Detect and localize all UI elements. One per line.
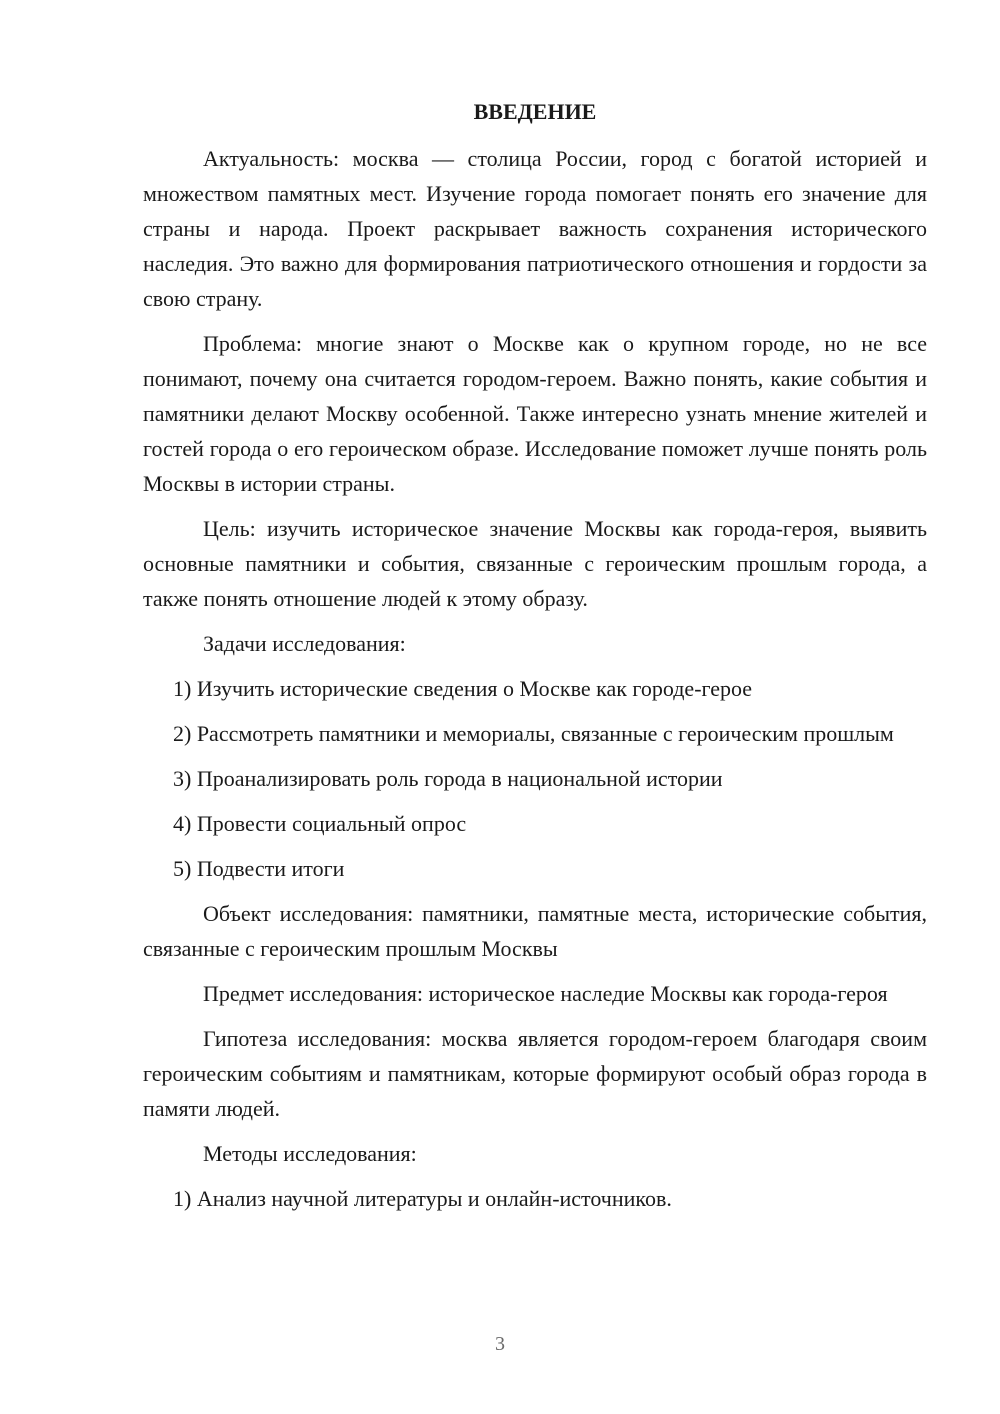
- page-content: [143, 94, 927, 1216]
- subject-paragraph: Предмет исследования: историческое наследие Москвы как города-героя: [203, 981, 888, 1006]
- method-item: 1) Анализ научной литературы и онлайн-источников.: [173, 1186, 672, 1211]
- task-item: 2) Рассмотреть памятники и мемориалы, связанные с героическим прошлым: [173, 721, 894, 746]
- object-paragraph: Объект исследования: памятники, памятные места, исторические события, связанные с героическим прошлым Москвы: [143, 901, 927, 961]
- relevance-paragraph: Актуальность: москва — столица России, город с богатой историей и множеством памятных мест. Изучение города помогает понять его значение для страны и народа. Проект раскрывает важность сохранения исторического наследия. Это важно для формирования патриотического отношения и гордости за свою страну.: [143, 146, 927, 311]
- task-item: 3) Проанализировать роль города в национальной истории: [173, 766, 723, 791]
- hypothesis-paragraph: Гипотеза исследования: москва является городом-героем благодаря своим героическим событиям и памятникам, которые формируют особый образ города в памяти людей.: [143, 1026, 927, 1121]
- goal-paragraph: Цель: изучить историческое значение Москвы как города-героя, выявить основные памятники и события, связанные с героическим прошлым города, а также понять отношение людей к этому образу.: [143, 516, 927, 611]
- problem-paragraph: Проблема: многие знают о Москве как о крупном городе, но не все понимают, почему она считается городом-героем. Важно понять, какие события и памятники делают Москву особенной. Также интересно узнать мнение жителей и гостей города о его героическом образе. Исследование поможет лучше понять роль Москвы в истории страны.: [143, 331, 927, 496]
- tasks-list: [143, 671, 927, 886]
- tasks-heading: Задачи исследования:: [203, 631, 406, 656]
- methods-list: [143, 1181, 927, 1216]
- task-item: 1) Изучить исторические сведения о Москве как городе-герое: [173, 676, 753, 701]
- task-item: 5) Подвести итоги: [173, 856, 345, 881]
- page-number: 3: [495, 1333, 505, 1355]
- methods-heading: Методы исследования:: [203, 1141, 417, 1166]
- section-title: ВВЕДЕНИЕ: [473, 99, 597, 124]
- task-item: 4) Провести социальный опрос: [173, 811, 467, 836]
